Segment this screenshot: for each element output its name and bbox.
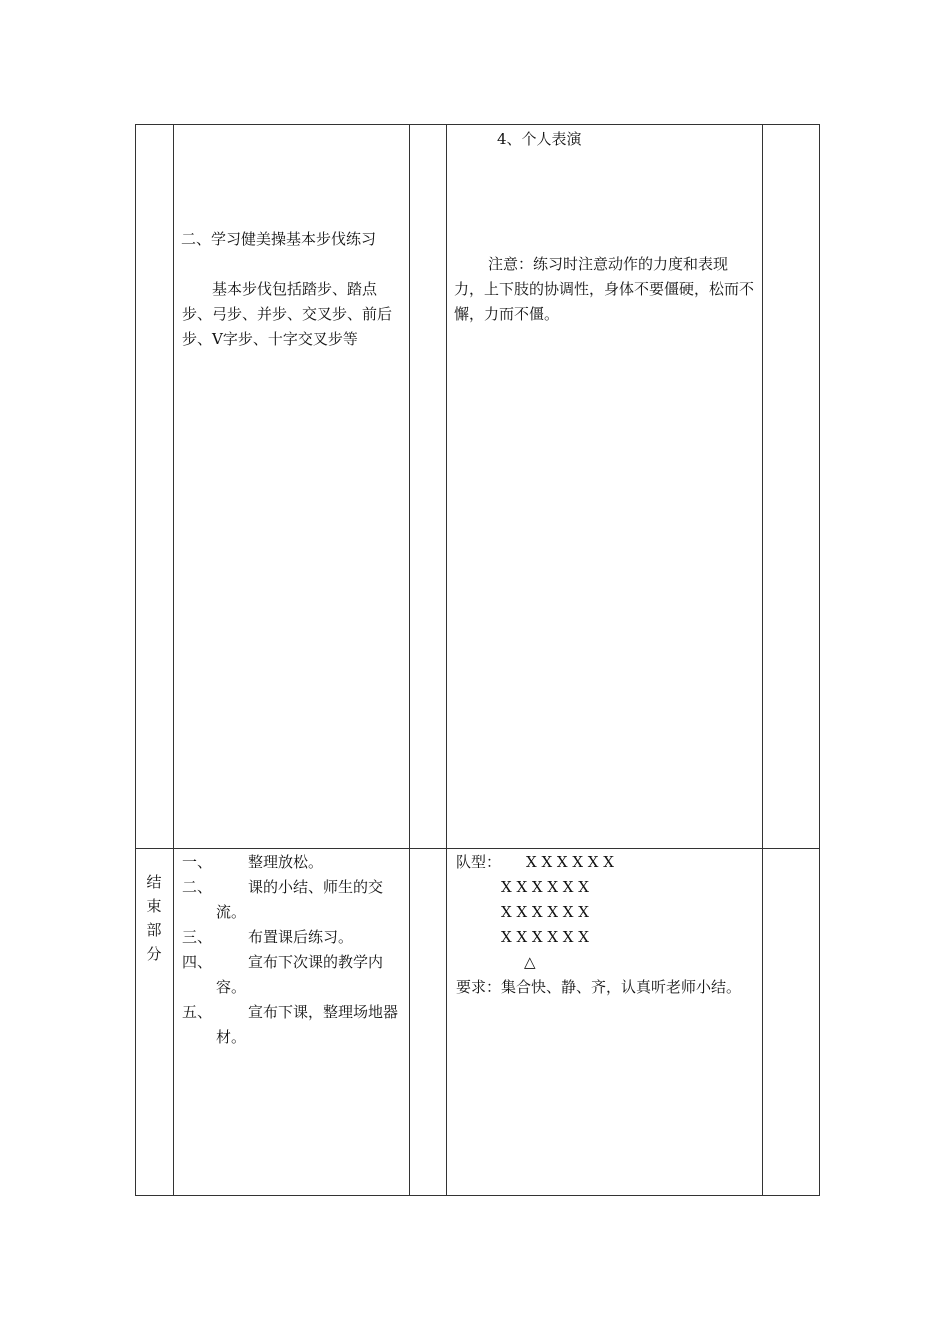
section-two-title: 二、学习健美操基本步伐练习 <box>181 230 377 248</box>
item-text: 整理放松。 <box>248 853 324 871</box>
list-item <box>182 1000 404 1050</box>
item-text: 宣布下课，整理场地器材。 <box>216 1003 399 1046</box>
requirement-text: 要求：集合快、静、齐，认真听老师小结。 <box>456 978 742 996</box>
steps-description: 基本步伐包括踏步、踏点步、弓步、并步、交叉步、前后步、V字步、十字交叉步等 <box>182 280 393 348</box>
column-divider <box>409 125 410 1195</box>
column-divider <box>446 125 447 1195</box>
column-divider <box>762 125 763 1195</box>
practice-notes: 注意：练习时注意动作的力度和表现力，上下肢的协调性，身体不要僵硬，松而不懈，力而不僵。 <box>454 255 755 323</box>
item-number: 四、 <box>182 953 213 971</box>
item-number: 五、 <box>182 1003 213 1021</box>
formation-label: 队型： <box>456 853 502 871</box>
formation-row: X X X X X X <box>501 903 589 921</box>
teacher-marker: △ <box>524 953 536 971</box>
item-text: 布置课后练习。 <box>248 928 354 946</box>
formation-row: X X X X X X <box>526 853 614 871</box>
row-divider <box>136 848 819 849</box>
list-item <box>182 875 404 925</box>
list-item <box>182 850 404 875</box>
column-divider <box>173 125 174 1195</box>
section-label-end: 结束部分 <box>146 873 162 963</box>
item-text: 宣布下次课的教学内容。 <box>216 953 384 996</box>
lesson-plan-table <box>135 124 820 1196</box>
performance-item: 4、个人表演 <box>497 130 582 148</box>
formation-row: X X X X X X <box>501 928 589 946</box>
list-item <box>182 950 404 1000</box>
list-item <box>182 925 404 950</box>
item-number: 三、 <box>182 928 213 946</box>
item-number: 一、 <box>182 853 213 871</box>
formation-row: X X X X X X <box>501 878 589 896</box>
item-text: 课的小结、师生的交流。 <box>216 878 384 921</box>
item-number: 二、 <box>182 878 213 896</box>
